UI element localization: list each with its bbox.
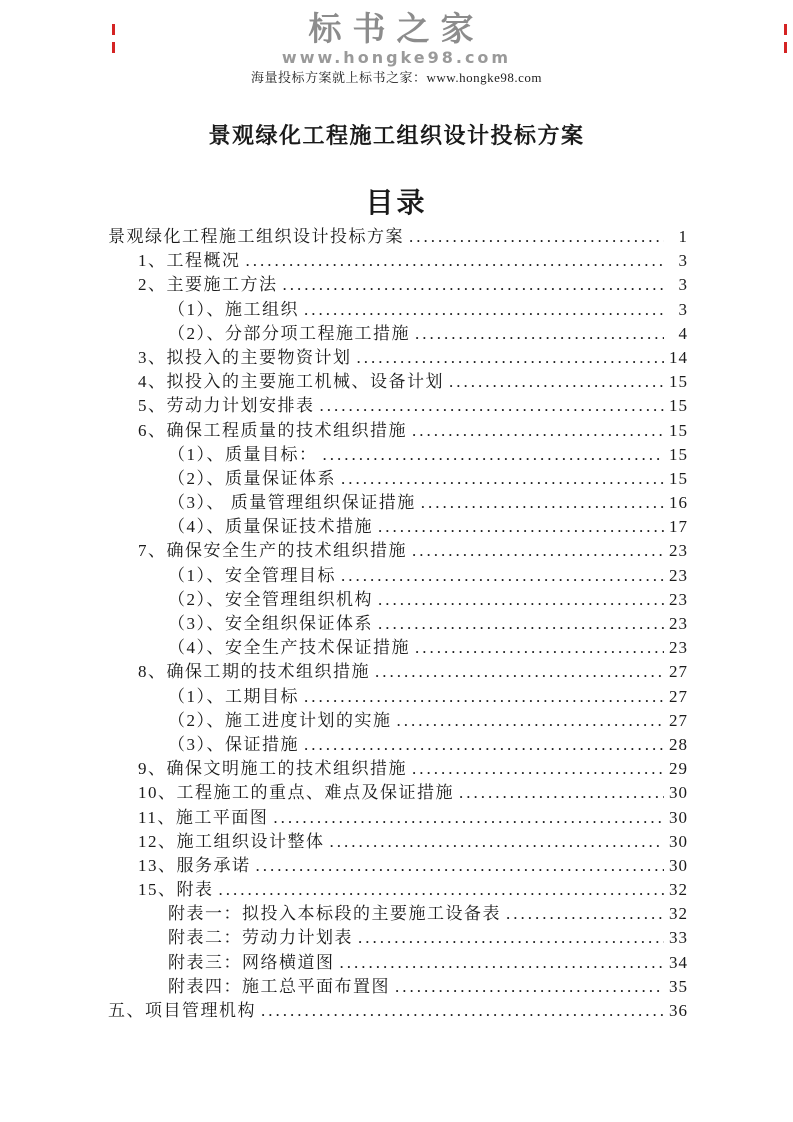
- toc-entry-title: （3）、保证措施: [168, 734, 299, 754]
- toc-entry-title: 景观绿化工程施工组织设计投标方案: [108, 227, 404, 246]
- toc-leader-dots: [320, 394, 665, 418]
- toc-leader-dots: [415, 322, 664, 346]
- toc-entry-title: 13、服务承诺: [138, 855, 251, 875]
- toc-entry[interactable]: [108, 709, 688, 733]
- toc-page-number: 15: [669, 468, 688, 488]
- toc-entry-title: （1）、安全管理目标: [168, 565, 336, 585]
- toc-entry[interactable]: [108, 564, 688, 588]
- toc-entry[interactable]: [108, 394, 688, 418]
- toc-page-number: 32: [669, 904, 688, 924]
- toc-entry-title: （2）、施工进度计划的实施: [168, 710, 392, 730]
- toc-entry[interactable]: [108, 685, 688, 709]
- toc-entry-title: （1）、工期目标: [168, 686, 299, 706]
- toc-entry[interactable]: [108, 926, 688, 950]
- toc-entry[interactable]: [108, 298, 688, 322]
- toc-entry-title: （3）、 质量管理组织保证措施: [168, 493, 416, 513]
- toc-page-number: 23: [669, 589, 688, 609]
- toc-entry[interactable]: [108, 830, 688, 854]
- toc-entry-title: （2）、分部分项工程施工措施: [168, 323, 410, 343]
- toc-leader-dots: [304, 298, 664, 322]
- toc-entry[interactable]: [108, 588, 688, 612]
- toc-entry-title: 五、项目管理机构: [108, 1001, 256, 1020]
- toc-page-number: 4: [678, 323, 688, 343]
- toc-leader-dots: [378, 612, 664, 636]
- toc-leader-dots: [283, 273, 665, 297]
- toc-entry-title: 1、工程概况: [138, 251, 241, 271]
- toc-entry[interactable]: [108, 660, 688, 684]
- document-title: 景观绿化工程施工组织设计投标方案: [208, 123, 585, 148]
- toc-entry-title: 2、主要施工方法: [138, 275, 278, 295]
- toc-entry[interactable]: [108, 612, 688, 636]
- toc-entry[interactable]: [108, 346, 688, 370]
- toc-entry-title: 10、工程施工的重点、难点及保证措施: [138, 783, 454, 803]
- toc-entry-title: 11、施工平面图: [138, 807, 269, 827]
- toc-leader-dots: [304, 685, 664, 709]
- toc-entry-title: （1）、质量目标：: [168, 444, 318, 464]
- toc-page-number: 30: [669, 831, 688, 851]
- toc-page-number: 15: [669, 396, 688, 416]
- toc-page-number: 23: [669, 638, 688, 658]
- toc-leader-dots: [273, 806, 664, 830]
- toc-leader-dots: [246, 249, 665, 273]
- toc-leader-dots: [304, 733, 664, 757]
- toc-leader-dots: [261, 999, 664, 1023]
- red-tick-mark-left: [110, 24, 119, 35]
- toc-entry[interactable]: [108, 443, 688, 467]
- toc-page-number: 34: [669, 952, 688, 972]
- toc-entry-title: 8、确保工期的技术组织措施: [138, 662, 370, 682]
- toc-leader-dots: [415, 636, 664, 660]
- toc-entry-title: （4）、安全生产技术保证措施: [168, 638, 410, 658]
- toc-page-number: 30: [669, 855, 688, 875]
- toc-leader-dots: [395, 975, 664, 999]
- toc-leader-dots: [219, 878, 665, 902]
- toc-leader-dots: [340, 951, 665, 975]
- toc-entry[interactable]: [108, 902, 688, 926]
- document-body: [0, 123, 793, 1023]
- toc-entry[interactable]: [108, 999, 688, 1023]
- toc-entry[interactable]: [108, 322, 688, 346]
- toc-entry-title: （1）、施工组织: [168, 299, 299, 319]
- toc-leader-dots: [330, 830, 665, 854]
- toc-entry[interactable]: [108, 515, 688, 539]
- toc-leader-dots: [357, 346, 665, 370]
- site-header: [0, 0, 793, 86]
- toc-entry[interactable]: [108, 951, 688, 975]
- toc-leader-dots: [412, 539, 664, 563]
- toc-leader-dots: [397, 709, 665, 733]
- toc-entry-title: 附表四：施工总平面布置图: [168, 976, 390, 996]
- toc-leader-dots: [449, 370, 664, 394]
- toc-entry-title: 5、劳动力计划安排表: [138, 396, 315, 416]
- toc-page-number: 27: [669, 686, 688, 706]
- toc-page-number: 17: [669, 517, 688, 537]
- toc-page-number: 27: [669, 662, 688, 682]
- toc-entry-title: 附表三：网络横道图: [168, 952, 335, 972]
- toc-page-number: 15: [669, 444, 688, 464]
- toc-page-number: 30: [669, 807, 688, 827]
- toc-page-number: 3: [678, 275, 688, 295]
- toc-entry-title: （2）、质量保证体系: [168, 468, 336, 488]
- toc-page-number: 32: [669, 880, 688, 900]
- toc-leader-dots: [421, 491, 664, 515]
- toc-entry-title: 9、确保文明施工的技术组织措施: [138, 759, 407, 779]
- toc-heading: 目录: [365, 188, 428, 219]
- toc-entry-title: 12、施工组织设计整体: [138, 831, 325, 851]
- toc-entry-title: （4）、质量保证技术措施: [168, 517, 373, 537]
- toc-entry[interactable]: [108, 225, 688, 249]
- toc-page-number: 28: [669, 734, 688, 754]
- toc-entry-title: 7、确保安全生产的技术组织措施: [138, 541, 407, 561]
- table-of-contents: [108, 225, 688, 1023]
- toc-leader-dots: [409, 225, 664, 249]
- toc-entry-title: 15、附表: [138, 880, 214, 900]
- toc-entry-title: 6、确保工程质量的技术组织措施: [138, 420, 407, 440]
- toc-entry[interactable]: [108, 975, 688, 999]
- toc-page-number: 3: [678, 299, 688, 319]
- toc-leader-dots: [412, 757, 664, 781]
- toc-entry[interactable]: [108, 636, 688, 660]
- toc-entry[interactable]: [108, 806, 688, 830]
- toc-leader-dots: [341, 564, 664, 588]
- toc-entry[interactable]: [108, 878, 688, 902]
- toc-entry-title: 4、拟投入的主要施工机械、设备计划: [138, 372, 444, 392]
- site-logo: 标书之家: [308, 9, 485, 48]
- toc-page-number: 14: [669, 347, 688, 367]
- toc-entry-title: 3、拟投入的主要物资计划: [138, 347, 352, 367]
- toc-entry-title: （2）、安全管理组织机构: [168, 589, 373, 609]
- toc-page-number: 23: [669, 565, 688, 585]
- toc-page-number: 33: [669, 928, 688, 948]
- toc-entry[interactable]: [108, 370, 688, 394]
- toc-leader-dots: [256, 854, 665, 878]
- toc-leader-dots: [375, 660, 664, 684]
- toc-page-number: 15: [669, 372, 688, 392]
- toc-page-number: 15: [669, 420, 688, 440]
- toc-page-number: 16: [669, 493, 688, 513]
- toc-entry-title: 附表一：拟投入本标段的主要施工设备表: [168, 904, 501, 924]
- toc-entry[interactable]: [108, 467, 688, 491]
- toc-entry[interactable]: [108, 854, 688, 878]
- toc-page-number: 1: [678, 227, 688, 246]
- toc-page-number: 35: [669, 976, 688, 996]
- toc-entry[interactable]: [108, 781, 688, 805]
- toc-entry-title: （3）、安全组织保证体系: [168, 614, 373, 633]
- site-url[interactable]: www.hongke98.com: [281, 48, 512, 67]
- toc-page-number: 3: [678, 251, 688, 271]
- red-tick-mark-right: [782, 24, 791, 35]
- toc-page-number: 23: [669, 541, 688, 561]
- toc-page-number: 27: [669, 710, 688, 730]
- toc-leader-dots: [378, 515, 664, 539]
- toc-leader-dots: [459, 781, 664, 805]
- toc-leader-dots: [412, 419, 664, 443]
- toc-entry[interactable]: [108, 419, 688, 443]
- toc-entry[interactable]: [108, 733, 688, 757]
- toc-entry[interactable]: [108, 757, 688, 781]
- site-tagline: 海量投标方案就上标书之家：www.hongke98.com: [251, 70, 542, 85]
- toc-entry[interactable]: [108, 249, 688, 273]
- toc-entry[interactable]: [108, 539, 688, 563]
- toc-page-number: 29: [669, 759, 688, 779]
- toc-entry[interactable]: [108, 491, 688, 515]
- toc-leader-dots: [378, 588, 664, 612]
- toc-page-number: 30: [669, 783, 688, 803]
- toc-page-number: 23: [669, 614, 688, 633]
- toc-leader-dots: [358, 926, 664, 950]
- toc-entry[interactable]: [108, 273, 688, 297]
- toc-leader-dots: [506, 902, 664, 926]
- toc-leader-dots: [341, 467, 664, 491]
- toc-leader-dots: [323, 443, 665, 467]
- toc-entry-title: 附表二：劳动力计划表: [168, 928, 353, 948]
- toc-page-number: 36: [669, 1001, 688, 1020]
